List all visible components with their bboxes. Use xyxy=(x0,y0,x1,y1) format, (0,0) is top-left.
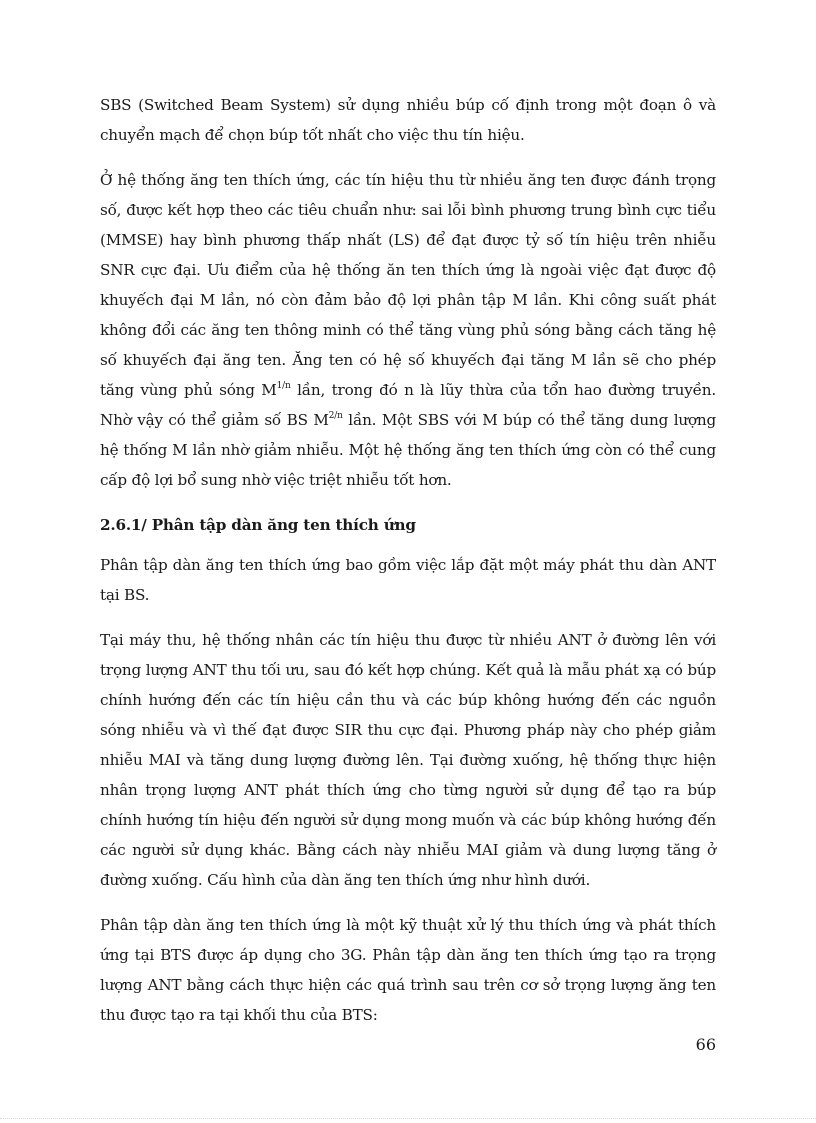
paragraph-processing: Phân tập dàn ăng ten thích ứng là một kỹ thuật xử lý thu thích ứng và phát thích ứng tại BTS được áp dụng cho 3G. Phân tập dàn ăng ten thích ứng tạo ra trọng lượng ANT bằng cách thực hiện các quá trình sau trên cơ sở trọng lượng ăng ten thu được tạo ra tại khối thu của BTS: xyxy=(100,916,716,1024)
page-number: 66 xyxy=(695,1035,716,1054)
section-heading: 2.6.1/ Phân tập dàn ăng ten thích ứng xyxy=(100,516,416,534)
paragraph-sbs: SBS (Switched Beam System) sử dụng nhiều búp cố định trong một đoạn ô và chuyển mạch để chọn búp tốt nhất cho việc thu tín hiệu. xyxy=(100,96,716,144)
paragraph-adaptive-antenna xyxy=(100,165,716,495)
paragraph-text-a: Ở hệ thống ăng ten thích ứng, các tín hiệu thu từ nhiều ăng ten được đánh trọng số, được kết hợp theo các tiêu chuẩn như: sai lỗi bình phương trung bình cực tiểu (MMSE) hay bình phương thấp nhất (LS) để đạt được tỷ số tín hiệu trên nhiễu SNR cực đại. Ưu điểm của hệ thống ăn ten thích ứng là ngoài việc đạt được độ khuyếch đại M lần, nó còn đảm bảo độ lợi phân tập M lần. Khi công suất phát không đổi các ăng ten thông minh có thể tăng vùng phủ sóng bằng cách tăng hệ số khuyếch đại ăng ten. Ăng ten có hệ số khuyếch đại tăng M lần sẽ cho phép tăng vùng phủ sóng M xyxy=(100,171,716,399)
footer-divider xyxy=(0,1118,816,1119)
exponent-1-n: 1/n xyxy=(276,380,291,391)
page-body xyxy=(100,90,716,1045)
exponent-2-n: 2/n xyxy=(328,410,343,421)
paragraph-receiver: Tại máy thu, hệ thống nhân các tín hiệu thu được từ nhiều ANT ở đường lên với trọng lượng ANT thu tối ưu, sau đó kết hợp chúng. Kết quả là mẫu phát xạ có búp chính hướng đến các tín hiệu cần thu và các búp không hướng đến các nguồn sóng nhiễu và vì thế đạt được SIR thu cực đại. Phương pháp này cho phép giảm nhiễu MAI và tăng dung lượng đường lên. Tại đường xuống, hệ thống thực hiện nhân trọng lượng ANT phát thích ứng cho từng người sử dụng để tạo ra búp chính hướng tín hiệu đến người sử dụng mong muốn và các búp không hướng đến các người sử dụng khác. Bằng cách này nhiễu MAI giảm và dung lượng tăng ở đường xuống. Cấu hình của dàn ăng ten thích ứng như hình dưới. xyxy=(100,631,716,889)
paragraph-array-diversity: Phân tập dàn ăng ten thích ứng bao gồm việc lắp đặt một máy phát thu dàn ANT tại BS. xyxy=(100,556,716,604)
paragraph-text-b: lần, trong đó n là lũy thừa của tổn hao đường truyền. Nhờ vậy có thể giảm số BS M xyxy=(100,381,716,429)
paragraph-text-c: lần. Một SBS với M búp có thể tăng dung lượng hệ thống M lần nhờ giảm nhiễu. Một hệ thống ăng ten thích ứng còn có thể cung cấp độ lợi bổ sung nhờ việc triệt nhiễu tốt hơn. xyxy=(100,411,716,489)
